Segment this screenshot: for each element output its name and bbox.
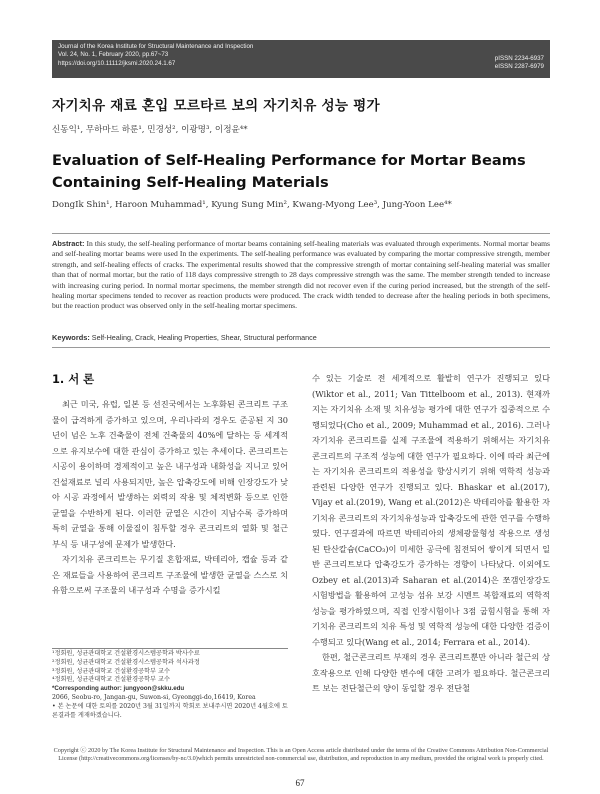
section-heading-introduction: 1. 서 론 xyxy=(52,372,95,386)
volume-line: Vol. 24, No. 1, February 2020, pp.67~73 xyxy=(58,51,169,59)
title-korean: 자기치유 재료 혼입 모르타르 보의 자기치유 성능 평가 xyxy=(52,98,380,114)
footnotes xyxy=(52,650,288,720)
journal-header-band xyxy=(52,40,550,78)
authors-korean: 신동익¹, 무하마드 하룬¹, 민경성², 이광명³, 이정윤⁴* xyxy=(52,125,248,135)
footnote-affiliation: ¹정회원, 성균관대학교 건설환경시스템공학과 박사수료 xyxy=(52,650,200,657)
footnote-affiliation: ²정회원, 성균관대학교 건설환경시스템공학과 석사과정 xyxy=(52,658,200,666)
divider-bottom xyxy=(52,347,550,348)
keywords-label: Keywords: xyxy=(52,333,90,342)
footnote-affiliation: ³정회원, 성균관대학교 건설환경공학부 교수 xyxy=(52,667,170,675)
paragraph: 수 있는 기술로 전 세계적으로 활발히 연구가 진행되고 있다(Wiktor et al., 2011; Van Tittelboom et al., 2013). 현재까지는 자기치유 소재 및 치유성능 평가에 대한 연구가 집중적으로 수행되었다(Cho et al., 2009; Muhammad et al., 2016). 그러나 자기치유 콘크리트를 실제 구조물에 적용하기 위해서는 자기치유 콘크리트의 구조적 성능에 대한 연구가 필요하다. 이에 따라 최근에는 자기치유 콘크리트의 적용성을 향상시키기 위해 역학적 성능과 관련된 다양한 연구가 진행되고 있다. Bhaskar et al.(2017), Vijay et al.(2019), Wang et al.(2012)은 박테리아를 활용한 자기치유 콘크리트의 자기치유성능과 압축강도에 관한 연구를 수행하였다. 연구결과에 따르면 박테리아의 생체광물형성 작용으로 생성된 탄산칼슘(CaCO₃)이 미세한 공극에 침전되어 쌓이게 되면서 일반 콘크리트보다 압축강도가 증가하는 경향이 나타났다. 이외에도 Ozbey et al.(2013)과 Saharan et al.(2014)은 쪼갬인장강도 시험방법을 활용하여 고성능 섬유 보강 시멘트 복합재료의 역학적 성능을 평가하였으며, 직접 인장시험이나 3점 굽힘시험을 통해 자기치유 콘크리트의 치유 특성 및 역학적 성능에 대한 다양한 검증이 수행되고 있다(Wang et al., 2014; Ferrara et al., 2014). xyxy=(312,373,550,647)
footnote-affiliation: ⁴정회원, 성균관대학교 건설환경공학부 교수 xyxy=(52,676,170,684)
author-address: 2066, Seobu-ro, Jangan-gu, Suwon-si, Gyeonggi-do,16419, Korea xyxy=(52,693,256,701)
title-english: Evaluation of Self-Healing Performance for Mortar Beams Containing Self-Healing Materials xyxy=(52,152,526,191)
pissn: pISSN 2234-6937 xyxy=(494,55,544,62)
journal-name: Journal of the Korea Institute for Structural Maintenance and Inspection xyxy=(58,43,254,50)
paragraph: 최근 미국, 유럽, 일본 등 선진국에서는 노후화된 콘크리트 구조물이 급격하게 증가하고 있으며, 우리나라의 경우도 준공된 지 30년이 넘은 노후 건축물이 전체 건축물의 40%에 달하는 등 세계적으로 유지보수에 대한 관심이 증가하고 있는 추세이다. 콘크리트는 시공이 용이하며 경제적이고 높은 내구성과 내화성을 지니고 있어 건설재료로 널리 사용되지만, 높은 압축강도에 비해 인장강도가 낮아 시공 과정에서 발생하는 외력의 작용 및 체적변화 등으로 인한 균열을 수반하게 된다. 이러한 균열은 시간이 지남수록 증가하며 특히 균열을 통해 이물질이 침투할 경우 콘크리트의 열화 및 철근 부식 등 내구성에 문제가 발생한다. xyxy=(52,399,288,549)
corresponding-author: *Corresponding author: jungyoon@skku.edu xyxy=(52,685,185,693)
paragraph: 자기치유 콘크리트는 무기질 혼합재료, 박테리아, 캡슐 등과 같은 재료들을 사용하여 콘크리트 구조물에 발생한 균열을 스스로 치유함으로써 구조물의 내구성과 수명을 증가시킬 xyxy=(52,554,288,595)
abstract-text: In this study, the self-healing performance of mortar beams containing self-healing materials was evaluated through experiments. Normal mortar beams and self-healing mortar beams were used In the experiments. The self-healing performance was evaluated by comparing the mortar compressive strength, member strength, and self-healing effects of cracks. The experimental results showed that the compressive strength of mortar containing self-healing material was smaller than that of normal mortar, but the ratio of 118 days compressive strength to 28 days compressive strength was the same. The member strength tended to increase with increasing curing period. In normal mortar specimens, the member strength did not recover even if the curing period increased, but the strength of the self-healing mortar specimens tended to recover as reaction products were produced. The crack width tended to decrease after the healing periods in both specimens, but the reaction product was observed only in the self-healing mortar specimens. xyxy=(52,239,550,311)
issn-block xyxy=(495,55,544,72)
abstract xyxy=(52,239,550,312)
divider-top xyxy=(52,233,550,234)
keywords-text: Self-Healing, Crack, Healing Properties, Shear, Structural performance xyxy=(89,333,317,342)
abstract-label: Abstract: xyxy=(52,239,85,248)
page-number: 67 xyxy=(295,778,305,788)
paragraph: 한편, 철근콘크리트 부재의 경우 콘크리트뿐만 아니라 철근의 상호작용으로 인해 다양한 변수에 대한 고려가 필요하다. 철근콘크리트 보는 전단철근의 양이 동일할 경우 전단철 xyxy=(312,652,550,693)
eissn: eISSN 2287-6979 xyxy=(494,63,544,71)
body-column-left xyxy=(52,397,288,599)
body-column-right xyxy=(312,371,550,697)
doi-link[interactable]: https://doi.org/10.11112/jksmi.2020.24.1.67 xyxy=(58,59,176,67)
keywords xyxy=(52,333,550,342)
footnote-divider xyxy=(52,648,288,649)
discussion-note: • 본 논문에 대한 토의를 2020년 3월 31일까지 학회로 보내주시면 2020년 4월호에 토론결과를 게재하겠습니다. xyxy=(52,702,288,719)
authors-english: DongIk Shin¹, Haroon Muhammad¹, Kyung Sung Min², Kwang-Myong Lee³, Jung-Yoon Lee⁴* xyxy=(52,200,452,210)
copyright-notice: Copyright ⓒ 2020 by The Korea Institute for Structural Maintenance and Inspection. This is an Open Access article distributed under the terms of the Creative Commons Attribution Non-Commercial License (http://creativecommons.org/licenses/by-nc/3.0)which permits unrestricted non-commercial use, distribution, and reproduction in any medium, provided the original work is properly cited. xyxy=(53,747,549,763)
